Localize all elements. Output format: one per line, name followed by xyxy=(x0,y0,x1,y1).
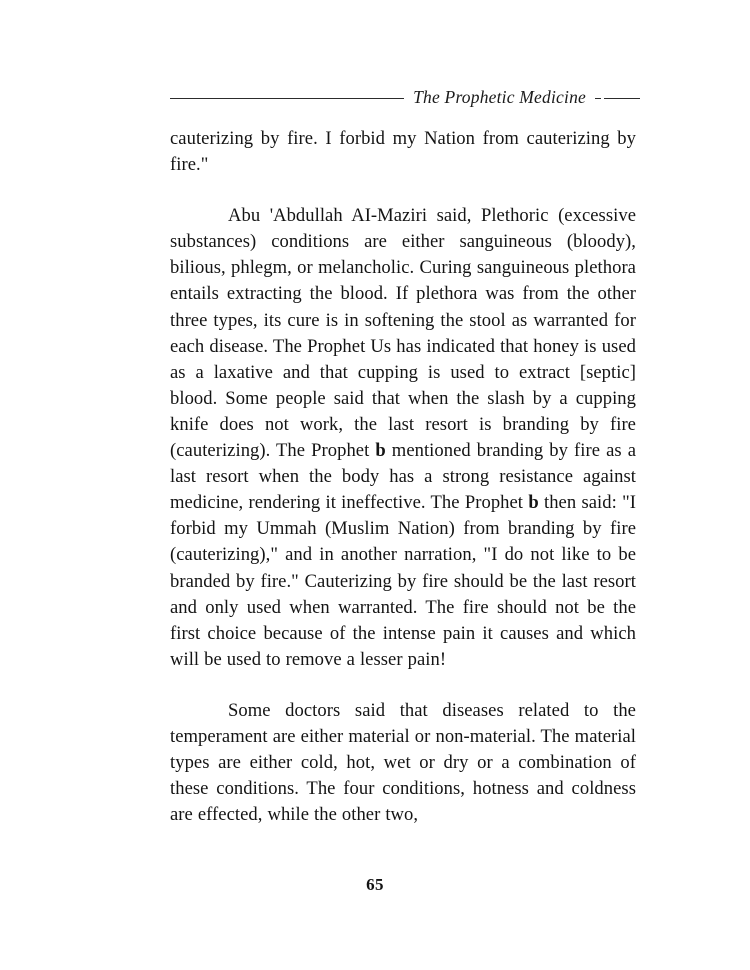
running-head-rule-segment-icon xyxy=(604,98,640,99)
honorific-symbol-b: b xyxy=(375,440,386,462)
paragraph-al-maziri xyxy=(170,203,636,673)
paragraph-segment-text: then said: "I forbid my Ummah (Muslim Nation) from branding by fire (cauterizing)," and in another narration, "I do not like to be branded by fire." Cauterizing by fire should be the last resort and only used when warranted. The fire should not be the first choice because of the intense pain it causes and which will be used to remove a lesser pain! xyxy=(170,492,636,670)
running-head-dash-icon xyxy=(595,98,601,99)
paragraph-segment-text: mentioned branding by fire as a last resort when the body has a strong resistance against medicine, rendering it ineffective. The Prophet xyxy=(170,440,637,514)
honorific-symbol-b: b xyxy=(528,492,539,514)
running-head xyxy=(170,84,640,110)
paragraph-some-doctors: Some doctors said that diseases related to the temperament are either material or non-material. The material types are either cold, hot, wet or dry or a combination of these conditions. The four conditions, hotness and coldness are effected, while the other two, xyxy=(170,699,636,826)
paragraph-segment-text: Abu 'Abdullah AI-Maziri said, Plethoric (excessive substances) conditions are either sanguineous (bloody), bilious, phlegm, or melancholic. Curing sanguineous plethora entails extracting the blood. If plethora was from the other three types, its cure is in softening the stool as warranted for each disease. The Prophet Us has indicated that honey is used as a laxative and that cupping is used to extract [septic] blood. Some people said that when the slash by a cupping knife does not work, the last resort is branding by fire (cauterizing). The Prophet xyxy=(170,205,636,462)
paragraph-cauterizing: cauterizing by fire. I forbid my Nation from cauterizing by fire." xyxy=(170,128,636,176)
running-head-rule-right-icon xyxy=(595,98,640,99)
running-head-rule-left-icon xyxy=(170,98,404,99)
page-number: 65 xyxy=(366,875,384,894)
running-head-title: The Prophetic Medicine xyxy=(413,86,586,107)
body-text-column xyxy=(170,126,636,828)
